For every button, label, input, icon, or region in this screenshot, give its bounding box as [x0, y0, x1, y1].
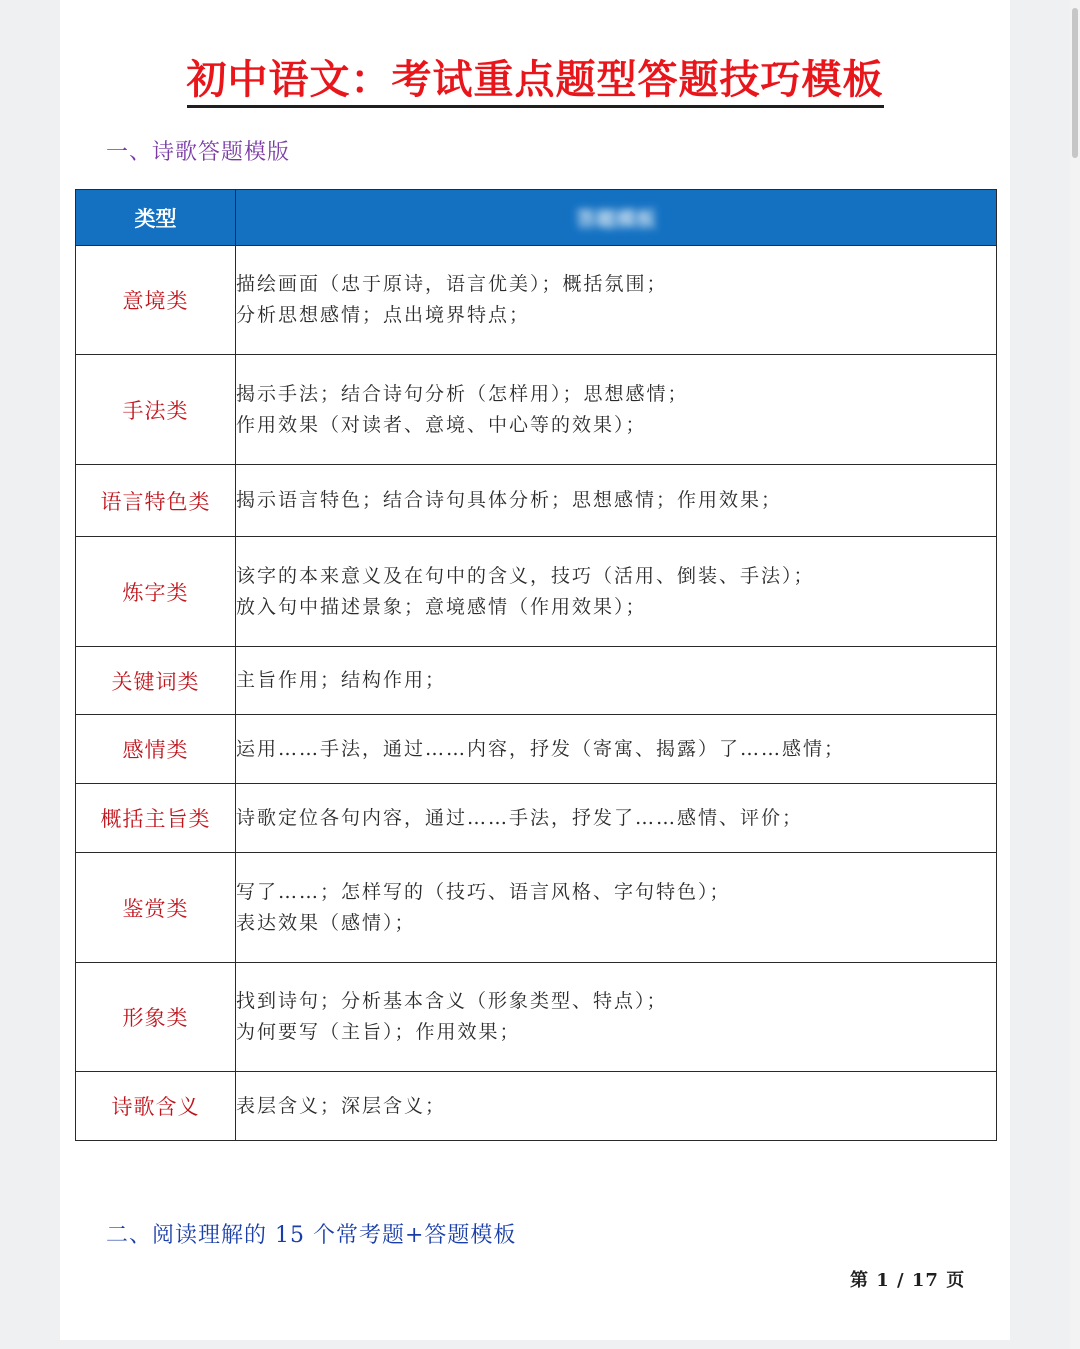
- vertical-scrollbar[interactable]: [1070, 0, 1080, 1349]
- type-cell: 鉴赏类: [76, 853, 236, 963]
- content-cell: [236, 246, 997, 355]
- content-cell: [236, 784, 997, 853]
- type-cell: 概括主旨类: [76, 784, 236, 853]
- page-number: 第 1 / 17 页: [850, 1270, 966, 1291]
- table-row: [76, 355, 997, 465]
- table-row: [76, 853, 997, 963]
- header-content-label: 答题模板: [576, 207, 656, 231]
- type-cell: 形象类: [76, 963, 236, 1072]
- section-heading-reading: 二、阅读理解的 15 个常考题+答题模板: [106, 1223, 517, 1248]
- content-line: 表层含义；深层含义；: [236, 1094, 447, 1117]
- content-line: 放入句中描述景象；意境感情（作用效果）；: [236, 595, 647, 618]
- table-row: [76, 963, 997, 1072]
- content-cell: [236, 963, 997, 1072]
- table-row: [76, 647, 997, 715]
- table-row: [76, 715, 997, 784]
- content-line: 揭示语言特色；结合诗句具体分析；思想感情；作用效果；: [236, 489, 783, 511]
- type-cell: 语言特色类: [76, 465, 236, 537]
- content-line: 表达效果（感情）；: [236, 911, 416, 934]
- document-page: [60, 0, 1010, 1340]
- header-content: [236, 190, 997, 246]
- type-cell: 炼字类: [76, 537, 236, 647]
- table-row: [76, 1072, 997, 1141]
- poetry-template-table: [75, 189, 997, 1141]
- content-cell: [236, 355, 997, 465]
- content-cell: [236, 537, 997, 647]
- content-line: 作用效果（对读者、意境、中心等的效果）；: [236, 413, 647, 436]
- content-line: 诗歌定位各句内容，通过……手法，抒发了……感情、评价；: [236, 806, 804, 829]
- content-line: 写了……；怎样写的（技巧、语言风格、字句特色）；: [236, 880, 731, 903]
- content-line: 描绘画面（忠于原诗，语言优美）；概括氛围；: [236, 273, 668, 295]
- content-cell: [236, 1072, 997, 1141]
- type-cell: 诗歌含义: [76, 1072, 236, 1141]
- type-cell: 手法类: [76, 355, 236, 465]
- content-line: 主旨作用；结构作用；: [236, 669, 447, 691]
- table-row: [76, 246, 997, 355]
- header-type: 类型: [76, 190, 236, 246]
- table-header-row: [76, 190, 997, 246]
- content-line: 为何要写（主旨）；作用效果；: [236, 1021, 521, 1043]
- page-title: 初中语文：考试重点题型答题技巧模板: [60, 52, 1010, 108]
- type-cell: 关键词类: [76, 647, 236, 715]
- type-cell: 意境类: [76, 246, 236, 355]
- content-cell: [236, 647, 997, 715]
- type-cell: 感情类: [76, 715, 236, 784]
- table-row: [76, 537, 997, 647]
- content-cell: [236, 465, 997, 537]
- content-line: 揭示手法；结合诗句分析（怎样用）；思想感情；: [236, 382, 689, 405]
- content-line: 分析思想感情；点出境界特点；: [236, 304, 531, 326]
- section-heading-poetry: 一、诗歌答题模版: [106, 140, 291, 165]
- content-cell: [236, 715, 997, 784]
- scrollbar-thumb[interactable]: [1072, 8, 1078, 158]
- table-row: [76, 465, 997, 537]
- table-row: [76, 784, 997, 853]
- content-line: 该字的本来意义及在句中的含义，技巧（活用、倒装、手法）；: [236, 564, 815, 587]
- content-line: 运用……手法，通过……内容，抒发（寄寓、揭露）了……感情；: [236, 737, 846, 760]
- content-cell: [236, 853, 997, 963]
- content-line: 找到诗句；分析基本含义（形象类型、特点）；: [236, 990, 668, 1012]
